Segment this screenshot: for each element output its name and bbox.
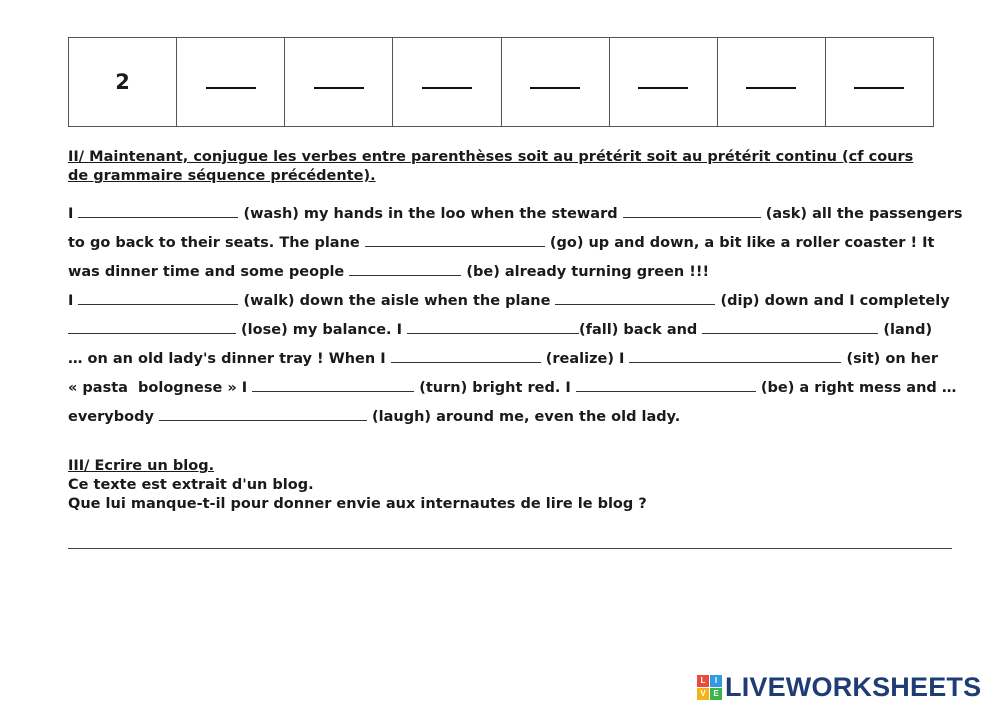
- exercise-line: [68, 319, 948, 340]
- logo-mark-letter: L: [697, 675, 709, 687]
- exercise-text-segment: (sit) on her: [841, 351, 938, 367]
- exercise-text-segment: (land): [878, 322, 933, 338]
- liveworksheets-logo: [697, 672, 981, 702]
- answer-blank[interactable]: [746, 87, 796, 89]
- verb-answer-blank[interactable]: [702, 319, 878, 334]
- section-3-heading: III/ Ecrire un blog.: [68, 458, 215, 474]
- table-cell-number: [69, 38, 177, 127]
- exercise-line: [68, 232, 948, 253]
- verb-answer-blank[interactable]: [365, 232, 545, 247]
- logo-mark-icon: [697, 675, 722, 700]
- exercise-text-segment: (wash) my hands in the loo when the steward: [238, 206, 623, 222]
- exercise-text-segment: I: [68, 293, 79, 309]
- exercise-text-segment: … on an old lady's dinner tray ! When I: [68, 351, 391, 367]
- verb-answer-blank[interactable]: [555, 290, 715, 305]
- verb-answer-blank[interactable]: [78, 203, 238, 218]
- verb-answer-blank[interactable]: [78, 290, 238, 305]
- exercise-text-segment: I: [68, 206, 79, 222]
- exercise-line: [68, 290, 948, 311]
- exercise-text-segment: everybody: [68, 409, 159, 425]
- verb-answer-blank[interactable]: [159, 406, 367, 421]
- exercise-text-segment: (be) already turning green !!!: [461, 264, 710, 280]
- exercise-line: [68, 377, 957, 398]
- logo-mark-letter: V: [697, 688, 709, 700]
- verb-answer-blank[interactable]: [623, 203, 761, 218]
- table-cell-answer[interactable]: [501, 38, 609, 127]
- table-cell-answer[interactable]: [825, 38, 933, 127]
- exercise-line: [68, 348, 948, 369]
- answer-table: [68, 37, 934, 127]
- exercise-text-segment: was dinner time and some people: [68, 264, 350, 280]
- exercise-text-segment: « pasta bolognese » I: [68, 380, 253, 396]
- exercise-text-segment: (dip) down and I completely: [715, 293, 950, 309]
- section-3-question: Que lui manque-t-il pour donner envie aux internautes de lire le blog ?: [68, 496, 647, 512]
- exercise-text-segment: to go back to their seats. The plane: [68, 235, 365, 251]
- answer-blank[interactable]: [530, 87, 580, 89]
- exercise-line: [68, 203, 963, 224]
- answer-line[interactable]: [68, 548, 952, 549]
- verb-answer-blank[interactable]: [252, 377, 414, 392]
- table-cell-answer[interactable]: [717, 38, 825, 127]
- exercise-text-segment: (go) up and down, a bit like a roller coaster ! It: [544, 235, 935, 251]
- table-cell-answer[interactable]: [177, 38, 285, 127]
- answer-blank[interactable]: [314, 87, 364, 89]
- logo-mark-letter: I: [710, 675, 722, 687]
- section-3-line-1: Ce texte est extrait d'un blog.: [68, 477, 314, 493]
- exercise-text-segment: (fall) back and: [579, 322, 703, 338]
- exercise-text-segment: (be) a right mess and …: [755, 380, 957, 396]
- exercise-text-segment: (lose) my balance. I: [236, 322, 408, 338]
- exercise-text-segment: (laugh) around me, even the old lady.: [366, 409, 681, 425]
- exercise-text-segment: (walk) down the aisle when the plane: [238, 293, 556, 309]
- verb-answer-blank[interactable]: [349, 261, 461, 276]
- verb-answer-blank[interactable]: [629, 348, 841, 363]
- exercise-text-segment: (turn) bright red. I: [414, 380, 576, 396]
- exercise-line: [68, 406, 948, 427]
- verb-answer-blank[interactable]: [68, 319, 236, 334]
- table-cell-answer[interactable]: [609, 38, 717, 127]
- table-cell-answer[interactable]: [393, 38, 501, 127]
- verb-answer-blank[interactable]: [407, 319, 579, 334]
- answer-blank[interactable]: [422, 87, 472, 89]
- answer-blank[interactable]: [206, 87, 256, 89]
- verb-answer-blank[interactable]: [391, 348, 541, 363]
- logo-mark-letter: E: [710, 688, 722, 700]
- exercise-text-segment: (realize) I: [540, 351, 630, 367]
- answer-blank[interactable]: [638, 87, 688, 89]
- logo-text: LIVEWORKSHEETS: [725, 671, 982, 702]
- verb-answer-blank[interactable]: [576, 377, 756, 392]
- table-row: [69, 38, 934, 127]
- table-cell-value: 2: [115, 70, 130, 94]
- table-cell-answer[interactable]: [285, 38, 393, 127]
- exercise-line: [68, 261, 948, 282]
- answer-blank[interactable]: [854, 87, 904, 89]
- section-2-heading: II/ Maintenant, conjugue les verbes entre parenthèses soit au prétérit soit au prétérit continu (cf cours de grammaire séquence précédente).: [68, 149, 914, 184]
- exercise-text-segment: (ask) all the passengers: [760, 206, 963, 222]
